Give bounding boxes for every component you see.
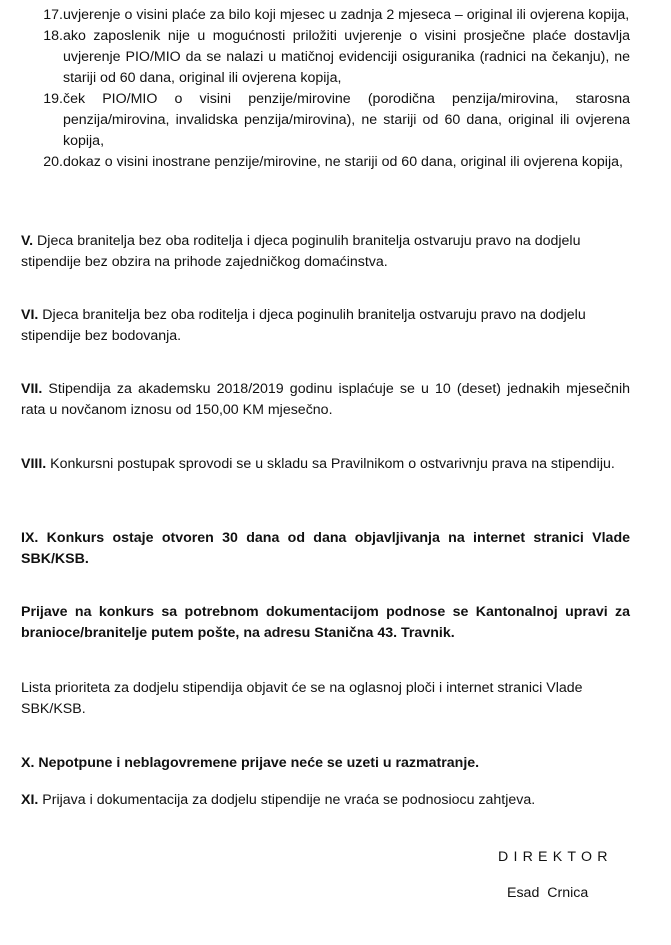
section-viii [21, 454, 630, 475]
section-viii-text: Konkursni postupak sprovodi se u skladu sa Pravilnikom o ostvarivnju prava na stipendiju. [46, 456, 615, 472]
section-v [21, 231, 630, 273]
section-vi [21, 305, 630, 347]
list-item-text: ako zaposlenik nije u mogućnosti priložiti uvjerenje o visini prosječne plaće dostavlja uvjerenje PIO/MIO da se nalazi u matičnoj evidenciji osiguranika (radnici na čekanju), ne stariji od 60 dana, original ili ovjerena kopija, [63, 28, 630, 86]
section-v-label: V. [21, 233, 34, 249]
list-item [0, 26, 630, 89]
section-x: X. Nepotpune i neblagovremene prijave neće se uzeti u razmatranje. [21, 755, 480, 771]
application-instructions: Prijave na konkurs sa potrebnom dokumentacijom podnose se Kantonalnoj upravi za branioce/branitelje putem pošte, na adresu Stanična 43. Travnik. [21, 604, 630, 641]
section-vii [21, 379, 630, 421]
list-item [0, 89, 630, 152]
section-viii-label: VIII. [21, 456, 47, 472]
section-xi-label: XI. [21, 792, 39, 808]
list-item-number: 20. [43, 154, 63, 170]
list-item-text: ček PIO/MIO o visini penzije/mirovine (porodična penzija/mirovina, starosna penzija/mirovina, invalidska penzija/mirovina), ne stariji od 60 dana, original ili ovjerena kopija, [63, 91, 630, 149]
section-xi [21, 790, 630, 811]
section-vii-label: VII. [21, 381, 43, 397]
list-item [0, 5, 630, 26]
section-vi-text: Djeca branitelja bez oba roditelja i djeca poginulih branitelja ostvaruju pravo na dodjelu stipendije bez bodovanja. [21, 307, 586, 344]
section-v-text: Djeca branitelja bez oba roditelja i djeca poginulih branitelja ostvaruju pravo na dodjelu stipendije bez obzira na prihode zajedničkog domaćinstva. [21, 233, 581, 270]
section-ix: IX. Konkurs ostaje otvoren 30 dana od dana objavljivanja na internet stranici Vlade SBK/KSB. [21, 530, 630, 567]
list-item-number: 17. [43, 7, 63, 23]
list-item-text: uvjerenje o visini plaće za bilo koji mjesec u zadnja 2 mjeseca – original ili ovjerena kopija, [63, 7, 630, 23]
list-item-text: dokaz o visini inostrane penzije/mirovine, ne stariji od 60 dana, original ili ovjerena kopija, [63, 154, 623, 170]
list-item [0, 152, 630, 173]
list-item-number: 18. [43, 28, 63, 44]
signature-name: Esad Crnica [507, 885, 589, 901]
section-vii-text: Stipendija za akademsku 2018/2019 godinu isplaćuje se u 10 (deset) jednakih mjesečnih rata u novčanom iznosu od 150,00 KM mjesečno. [21, 381, 630, 418]
requirements-list [0, 5, 671, 173]
list-item-number: 19. [43, 91, 63, 107]
signature-title: DIREKTOR [498, 849, 613, 865]
priority-list-notice: Lista prioriteta za dodjelu stipendija objavit će se na oglasnoj ploči i internet stranici Vlade SBK/KSB. [21, 680, 583, 717]
section-vi-label: VI. [21, 307, 39, 323]
section-xi-text: Prijava i dokumentacija za dodjelu stipendije ne vraća se podnosiocu zahtjeva. [38, 792, 536, 808]
